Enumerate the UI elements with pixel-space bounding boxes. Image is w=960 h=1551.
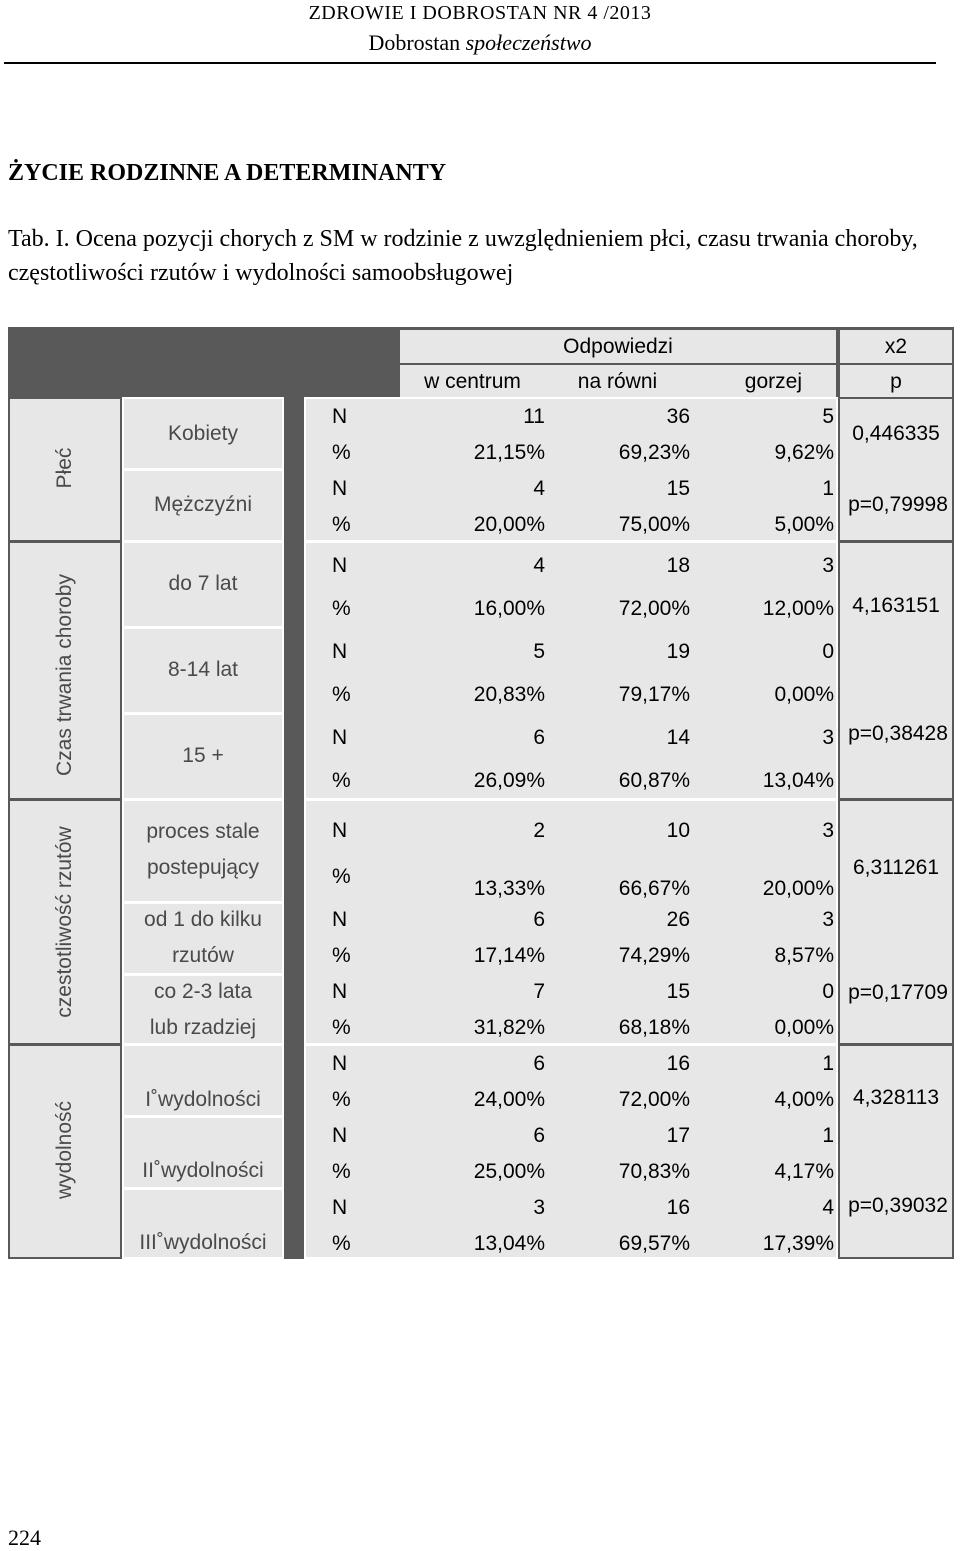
row-type-label: % [332,1016,351,1039]
cell-w-centrum: 20,83% [473,683,545,706]
cell-na-rowni: 68,18% [618,1016,690,1039]
group-proces-line1: proces stale [146,820,260,843]
group-od1-line2: rzutów [172,944,234,967]
group-wydolnosc-2: II˚wydolności [142,1159,264,1182]
group-15-plus: 15 + [182,744,224,767]
row-type-label: % [332,441,351,464]
cell-gorzej: 0,00% [774,683,834,706]
cell-w-centrum: 25,00% [473,1160,545,1183]
cell-na-rowni: 10 [666,819,690,842]
cell-w-centrum: 31,82% [473,1016,545,1039]
journal-subtitle: Dobrostan społeczeństwo [368,30,592,55]
cell-gorzej: 13,04% [762,769,834,792]
row-type-label: % [332,769,351,792]
cell-gorzej: 5,00% [774,513,834,536]
cell-gorzej: 4,00% [774,1088,834,1111]
stat-chi2-czas: 4,163151 [852,594,940,617]
data-area-4 [306,1046,836,1257]
cell-gorzej: 1 [822,477,834,500]
cell-gorzej: 1 [822,1124,834,1147]
header-p: p [890,370,902,393]
row-type-label: N [332,1052,348,1075]
cell-na-rowni: 66,67% [618,877,690,900]
cell-w-centrum: 17,14% [473,944,545,967]
group-do-7-lat: do 7 lat [168,572,238,595]
row-type-label: % [332,944,351,967]
stat-chi2-plec: 0,446335 [852,422,940,445]
journal-header: ZDROWIE I DOBROSTAN NR 4 /2013 [308,2,652,24]
row-type-label: N [332,726,348,749]
stat-chi2-czestotliwosc: 6,311261 [852,856,940,879]
table-caption: Tab. I. Ocena pozycji chorych z SM w rodzinie z uwzględnieniem płci, czasu trwania choroby, częstotliwości rzutów i wydolności samoobsługowej [8,226,918,286]
cell-gorzej: 8,57% [774,944,834,967]
table-dark-gutter [284,397,304,1259]
cell-gorzej: 3 [822,908,834,931]
cell-na-rowni: 70,83% [618,1160,690,1183]
cell-gorzej: 3 [822,554,834,577]
cell-gorzej: 3 [822,726,834,749]
stat-p-wydolnosc: p=0,39032 [848,1194,948,1217]
group-proces-line2: postepujący [146,856,260,879]
cell-w-centrum: 5 [533,640,545,663]
page-number: 224 [8,1525,41,1550]
stat-area-3 [840,801,952,1043]
cell-na-rowni: 26 [666,908,690,931]
cell-gorzej: 0 [822,640,834,663]
category-czas: Czas trwania choroby [53,574,76,776]
stat-area-4 [840,1046,952,1257]
cell-w-centrum: 6 [533,1052,545,1075]
cell-na-rowni: 15 [666,477,690,500]
group-8-14-lat: 8-14 lat [167,658,239,681]
row-type-label: N [332,477,348,500]
group-od1-line1: od 1 do kilku [144,908,262,931]
cell-w-centrum: 6 [533,1124,545,1147]
cell-na-rowni: 15 [666,980,690,1003]
stat-chi2-wydolnosc: 4,328113 [852,1086,940,1109]
group-wydolnosc-1: I˚wydolności [145,1088,261,1111]
stat-area-2 [840,543,952,798]
row-type-label: % [332,683,351,706]
stat-p-czestotliwosc: p=0,17709 [848,981,948,1004]
row-type-label: N [332,405,348,428]
row-type-label: N [332,980,348,1003]
cell-gorzej: 0,00% [774,1016,834,1039]
cell-na-rowni: 17 [666,1124,690,1147]
category-plec: Płeć [53,447,76,489]
cell-na-rowni: 75,00% [618,513,690,536]
group-wydolnosc-3: III˚wydolności [139,1231,267,1254]
cell-w-centrum: 6 [533,726,545,749]
row-type-label: % [332,513,351,536]
cell-gorzej: 0 [822,980,834,1003]
header-x2: x2 [884,335,908,358]
header-odpowiedzi: Odpowiedzi [563,335,673,358]
cell-na-rowni: 72,00% [618,597,690,620]
cell-na-rowni: 19 [666,640,690,663]
cell-na-rowni: 74,29% [618,944,690,967]
section-title: ŻYCIE RODZINNE A DETERMINANTY [8,160,447,186]
row-type-label: N [332,640,348,663]
cell-w-centrum: 4 [533,477,545,500]
cell-w-centrum: 7 [533,980,545,1003]
row-type-label: % [332,597,351,620]
cell-w-centrum: 24,00% [473,1088,545,1111]
cell-na-rowni: 69,23% [618,441,690,464]
row-type-label: N [332,1124,348,1147]
stat-p-plec: p=0,79998 [848,493,948,516]
cell-gorzej: 17,39% [762,1232,834,1255]
cell-gorzej: 4,17% [774,1160,834,1183]
cell-na-rowni: 36 [666,405,690,428]
cell-gorzej: 4 [822,1196,834,1219]
group-co23-line2: lub rzadziej [149,1016,257,1039]
cell-gorzej: 20,00% [762,877,834,900]
cell-gorzej: 5 [822,405,834,428]
row-type-label: N [332,908,348,931]
cell-w-centrum: 20,00% [473,513,545,536]
cell-na-rowni: 14 [666,726,690,749]
row-type-label: N [332,554,348,577]
category-czestotliwosc: czestotliwość rzutów [53,826,76,1018]
cell-gorzej: 3 [822,819,834,842]
cell-na-rowni: 79,17% [618,683,690,706]
cell-w-centrum: 11 [523,405,545,428]
row-type-label: % [332,1160,351,1183]
cell-gorzej: 1 [822,1052,834,1075]
row-type-label: % [332,1232,351,1255]
cell-na-rowni: 72,00% [618,1088,690,1111]
row-type-label: N [332,819,348,842]
header-gorzej: gorzej [744,370,802,393]
group-kobiety: Kobiety [167,422,239,445]
cell-w-centrum: 3 [533,1196,545,1219]
row-type-label: % [332,865,351,888]
cell-na-rowni: 60,87% [618,769,690,792]
cell-na-rowni: 16 [666,1196,690,1219]
cell-gorzej: 9,62% [774,441,834,464]
stat-p-czas: p=0,38428 [848,722,948,745]
row-type-label: % [332,1088,351,1111]
header-na-rowni: na równi [577,370,658,393]
group-mezczyzni: Mężczyźni [153,493,253,516]
header-w-centrum: w centrum [424,370,521,393]
grp-cell-proces [124,801,282,901]
cell-w-centrum: 21,15% [473,441,545,464]
cell-w-centrum: 4 [533,554,545,577]
row-type-label: N [332,1196,348,1219]
group-co23-line1: co 2-3 lata [153,980,253,1003]
cell-w-centrum: 13,04% [473,1232,545,1255]
cell-w-centrum: 13,33% [473,877,545,900]
category-wydolnosc: wydolność [53,1100,76,1200]
cell-w-centrum: 26,09% [473,769,545,792]
cell-na-rowni: 18 [666,554,690,577]
cell-w-centrum: 2 [533,819,545,842]
cell-w-centrum: 6 [533,908,545,931]
data-area-2 [306,543,836,798]
cell-na-rowni: 16 [666,1052,690,1075]
cell-gorzej: 12,00% [762,597,834,620]
cell-na-rowni: 69,57% [618,1232,690,1255]
cell-w-centrum: 16,00% [473,597,545,620]
